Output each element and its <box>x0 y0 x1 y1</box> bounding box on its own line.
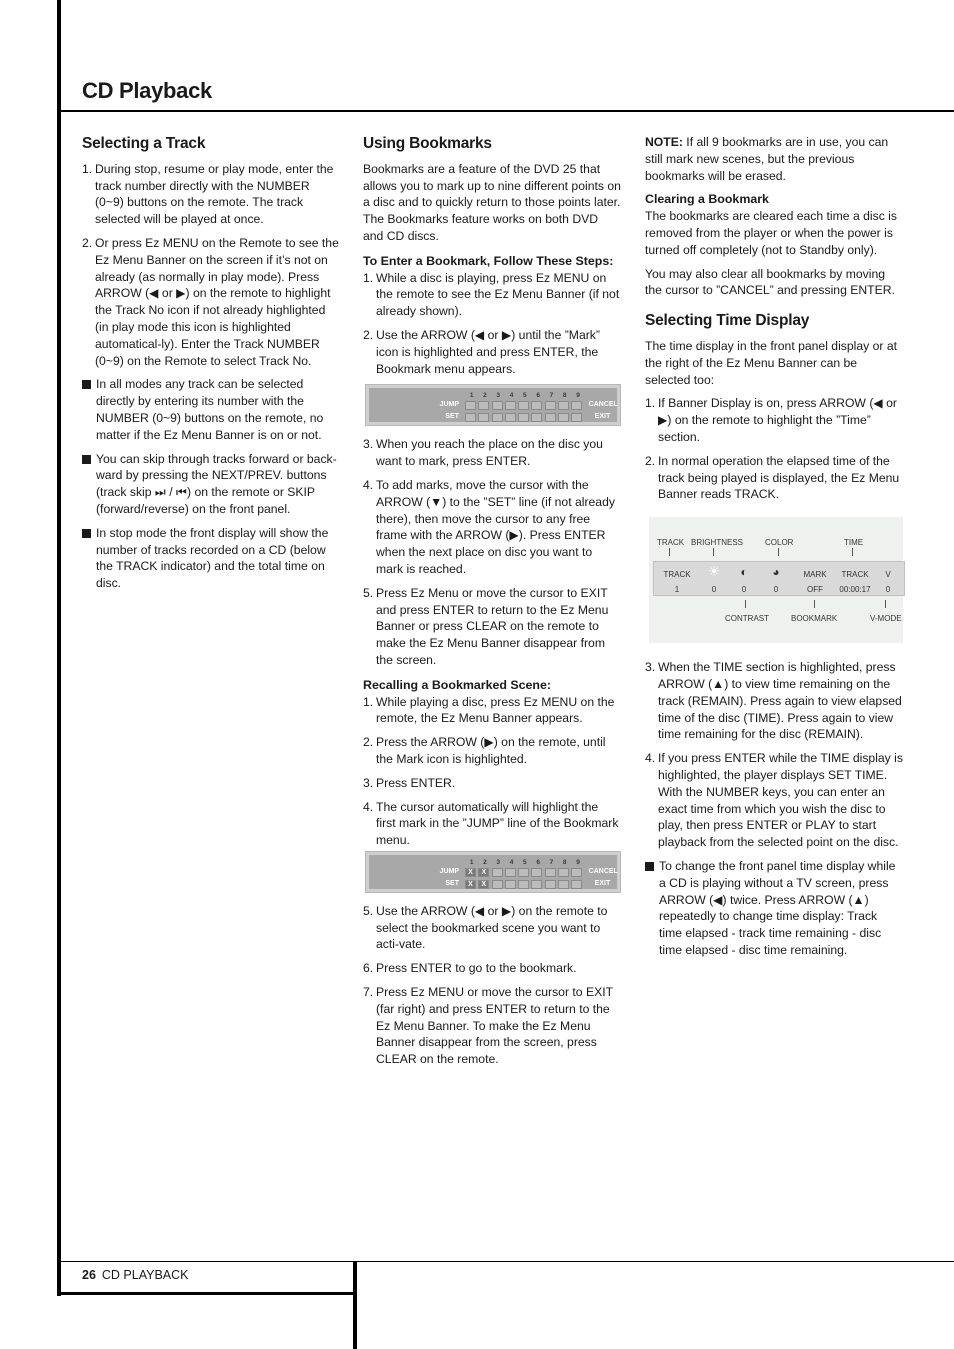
exit-label: EXIT <box>594 879 611 887</box>
square-bullet-icon <box>82 455 91 464</box>
ez-menu-banner-figure: TRACK BRIGHTNESS COLOR TIME TRACK ☀ ◐ ◕ MARK TRACK V 1 0 0 0 OFF 00:00:17 0 CONTRAST BOOKMARK V-MODE <box>649 517 903 643</box>
list-item: 1. While playing a disc, press Ez MENU on the remote, the Ez Menu Banner appears. <box>363 694 615 726</box>
cancel-label: CANCEL <box>588 867 618 875</box>
list-item: 6. Press ENTER to go to the bookmark. <box>363 961 577 976</box>
bookmark-menu-figure-marked <box>365 851 621 893</box>
list-item: 4. To add marks, move the cursor with the ARROW (▼) to the ”SET” line (if not already there), then move the cursor to any free frame with the ARROW (▶). Press ENTER when the next place on disc you want to mark is reached. <box>363 477 615 576</box>
heading-clearing-bookmark: Clearing a Bookmark <box>645 192 769 207</box>
square-bullet-icon <box>82 380 91 389</box>
heading-selecting-time: Selecting Time Display <box>645 312 810 330</box>
list-item: 7. Press Ez MENU or move the cursor to EXIT (far right) and press ENTER to return to the Ez Menu Banner. To make the Ez Menu Banner disappear from the screen, press CLEAR on the remote. <box>363 985 613 1067</box>
exit-label: EXIT <box>594 413 611 421</box>
footer-divider <box>353 1261 357 1349</box>
footer-rule <box>57 1261 954 1262</box>
bookmark-set-row: SET X X EXIT <box>429 876 610 893</box>
list-item: 5. Use the ARROW (◀ or ▶) on the remote to select the bookmarked scene you want to acti-vate. <box>363 903 608 952</box>
column-selecting-track <box>82 134 340 599</box>
square-bullet-icon <box>82 529 91 538</box>
bullet-item: To change the front panel time display while a CD is playing without a TV screen, press ARROW (◀) twice. Press ARROW (▲) repeatedly to change time display: Track time elapsed - track time remaining - disc time elapsed - disc time remaining. <box>645 858 903 959</box>
banner-bar: TRACK ☀ ◐ ◕ MARK TRACK V 1 0 0 0 OFF 00:00:17 0 <box>653 561 905 596</box>
list-item: 3. When the TIME section is highlighted, press ARROW (▲) to view time remaining on the track (REMAIN). Press again to view elapsed time of the disc (TIME). Press again to view time remaining for the disc (REMAIN). <box>645 660 902 742</box>
bookmark-numbers: 1 2 3 4 5 6 7 8 9 <box>469 392 580 400</box>
list-item: 3. Press ENTER. <box>363 775 456 790</box>
page-footer <box>82 1268 189 1282</box>
page-number: 26 <box>82 1268 96 1282</box>
time-intro: The time display in the front panel display or at the right of the Ez Menu Banner can be selected too: <box>645 338 898 387</box>
bookmarks-intro: Bookmarks are a feature of the DVD 25 that allows you to mark up to nine different points on a disc and to quickly return to those points later. The Bookmarks feature works on both DVD and CD discs. <box>363 161 621 243</box>
column-note-time <box>645 134 903 966</box>
heading-selecting-track: Selecting a Track <box>82 135 206 152</box>
list-item: 2. Use the ARROW (◀ or ▶) until the ”Mark” icon is highlighted and press ENTER, the Bookmark menu appears. <box>363 327 600 376</box>
brightness-icon: ☀ <box>707 563 721 580</box>
contrast-icon: ◐ <box>740 565 748 580</box>
page-title: CD Playback <box>82 78 212 103</box>
list-item: 2. In normal operation the elapsed time of the track being played is displayed, the Ez Menu Banner reads TRACK. <box>645 453 900 502</box>
color-icon: ◕ <box>772 565 780 580</box>
list-item: 3. When you reach the place on the disc you want to mark, press ENTER. <box>363 437 603 469</box>
heading-recall-bookmark: Recalling a Bookmarked Scene: <box>363 677 551 692</box>
bullet-item: In stop mode the front display will show the number of tracks recorded on a CD (below the TRACK indicator) and the total time on disc. <box>82 525 340 592</box>
clearing-paragraph-2: You may also clear all bookmarks by moving the cursor to ”CANCEL” and pressing ENTER. <box>645 266 895 298</box>
list-item: 1. If Banner Display is on, press ARROW (◀ or ▶) on the remote to highlight the ”Time” section. <box>645 396 897 444</box>
bookmark-jump-row: JUMP X X CANCEL <box>429 864 618 881</box>
column-using-bookmarks <box>363 134 621 1075</box>
bullet-item: In all modes any track can be selected directly by entering its number with the NUMBER (0~9) buttons on the remote, no matter if the Ez Menu Banner is on or not. <box>82 376 340 443</box>
clearing-paragraph-1: The bookmarks are cleared each time a disc is removed from the player or when the power is turned off completely (not to Standby only). <box>645 209 897 257</box>
bookmark-jump-row: JUMP CANCEL <box>429 397 618 414</box>
bullet-item: You can skip through tracks forward or back-ward by pressing the NEXT/PREV. buttons (track skip ⏭ / ⏮) on the remote or SKIP (forward/reverse) on the front panel. <box>82 451 340 518</box>
list-item: 4. If you press ENTER while the TIME display is highlighted, the player displays SET TIME. With the NUMBER keys, you can enter an exact time from which you wish the disc to play, then press ENTER or PLAY to start playback from the selected point on the disc. <box>645 751 903 850</box>
header-rule <box>57 110 954 112</box>
heading-using-bookmarks: Using Bookmarks <box>363 135 492 152</box>
bookmark-set-row: SET EXIT <box>429 409 610 426</box>
note-paragraph: NOTE: If all 9 bookmarks are in use, you can still mark new scenes, but the previous bookmarks will be erased. <box>645 135 889 183</box>
bookmark-numbers: 1 2 3 4 5 6 7 8 9 <box>469 858 580 866</box>
cancel-label: CANCEL <box>588 401 618 409</box>
footer-rule-thick <box>57 1292 356 1295</box>
square-bullet-icon <box>645 862 654 871</box>
list-item: 2. Or press Ez MENU on the Remote to see the Ez Menu Banner on the screen if it’s not on already (as normally in play mode). Press ARROW (◀ or ▶) on the remote to highlight the Track No icon if not already highlighted (in play mode this icon is highlighted automatical-ly). Enter the Track NUMBER (0~9) on the Remote to select Track No. <box>82 235 339 368</box>
list-item: 1. During stop, resume or play mode, enter the track number directly with the NUMBER (0~9) buttons on the remote. The track selected will be played at once. <box>82 161 334 227</box>
heading-enter-bookmark: To Enter a Bookmark, Follow These Steps: <box>363 253 614 268</box>
left-margin-bar <box>57 0 61 1296</box>
list-item: 1. While a disc is playing, press Ez MENU on the remote to see the Ez Menu Banner (if not already shown). <box>363 270 620 319</box>
list-item: 2. Press the ARROW (▶) on the remote, until the Mark icon is highlighted. <box>363 735 606 766</box>
list-item: 5. Press Ez Menu or move the cursor to EXIT and press ENTER to return to the Ez Menu Banner or press CLEAR on the remote to make the Ez Menu Banner disappear from the screen. <box>363 585 609 667</box>
footer-section: CD PLAYBACK <box>101 1268 189 1282</box>
list-item: 4. The cursor automatically will highlight the first mark in the ”JUMP” line of the Bookmark menu. <box>363 799 619 848</box>
bookmark-menu-figure-empty <box>365 384 621 426</box>
